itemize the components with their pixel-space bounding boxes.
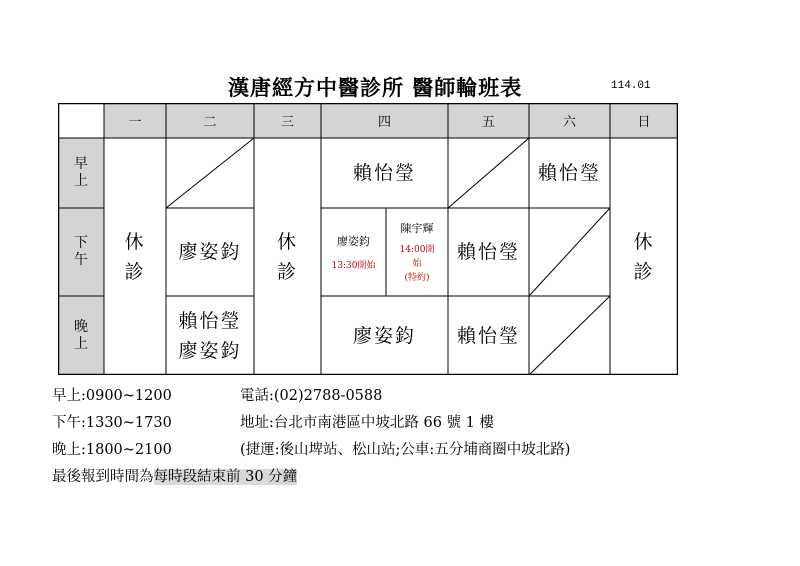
hours-morning: 早上:0900~1200: [52, 388, 172, 404]
header-day-sun: 日: [637, 115, 651, 130]
last-registration-prefix: 最後報到時間為: [52, 469, 154, 485]
sat-morning-doctor: 賴怡瑩: [537, 162, 601, 184]
period-morning-char-2: 上: [74, 173, 88, 189]
closed-char-1: 休: [633, 230, 655, 253]
period-evening: [58, 296, 104, 375]
tue-afternoon-doctor: 廖姿鈞: [178, 241, 242, 263]
header-day-wed: 三: [280, 115, 294, 130]
start-time: 13:30開始: [331, 261, 376, 271]
fri-afternoon-doctor: 賴怡瑩: [456, 241, 520, 263]
closed-char-1: 休: [276, 230, 298, 253]
period-afternoon: [58, 208, 104, 296]
thu-morning-doctor: 賴怡瑩: [352, 162, 416, 184]
hours-afternoon: 下午:1330~1730: [52, 415, 172, 431]
period-evening-char-2: 上: [74, 335, 88, 352]
sun-closed: [610, 138, 678, 375]
last-registration-note: [52, 465, 297, 486]
header-day-thu: 四: [377, 115, 391, 130]
start-time-line-1: 14:00開: [399, 244, 435, 255]
tue-evening-doctors: [166, 296, 254, 375]
transit-info: (捷運:後山埤站、松山站;公車:五分埔商圈中坡北路): [240, 442, 571, 458]
page-title: 漢唐經方中醫診所 醫師輪班表: [228, 75, 523, 100]
schedule-date: 114.01: [611, 80, 651, 92]
schedule-table: [58, 103, 678, 375]
last-registration-highlight: 每時段結束前 30 分鐘: [153, 469, 298, 485]
closed-char-2: 診: [276, 260, 298, 283]
wed-closed: [254, 138, 321, 375]
closed-char-2: 診: [633, 260, 655, 283]
header-day-mon: 一: [128, 115, 142, 130]
fri-evening-doctor: 賴怡瑩: [456, 324, 520, 347]
header-day-tue: 二: [203, 115, 217, 130]
doctor-name: 廖姿鈞: [337, 235, 370, 248]
period-morning-char-1: 早: [74, 156, 88, 172]
period-evening-char-1: 晚: [74, 318, 88, 335]
header-day-fri: 五: [481, 115, 495, 130]
address: 地址:台北市南港區中坡北路 66 號 1 樓: [240, 415, 494, 431]
closed-char-1: 休: [124, 230, 146, 253]
phone-number: 電話:(02)2788-0588: [240, 388, 383, 404]
closed-char-2: 診: [124, 260, 146, 283]
thu-evening-doctor: 廖姿鈞: [352, 324, 416, 347]
hours-evening: 晚上:1800~2100: [52, 442, 172, 458]
doctor-name: 陳宇輝: [400, 221, 434, 235]
doctor-name-2: 廖姿鈞: [178, 339, 242, 362]
header-day-sat: 六: [562, 115, 576, 130]
mon-closed: [104, 138, 166, 375]
period-afternoon-char-2: 午: [74, 252, 88, 268]
thu-afternoon-slot-b: [386, 208, 448, 296]
special-note: (特約): [404, 272, 430, 283]
period-afternoon-char-1: 下: [74, 235, 88, 251]
period-morning: [58, 138, 104, 208]
doctor-name-1: 賴怡瑩: [178, 309, 242, 332]
thu-afternoon-slot-a: [321, 208, 386, 296]
start-time-line-2: 始: [412, 258, 422, 269]
